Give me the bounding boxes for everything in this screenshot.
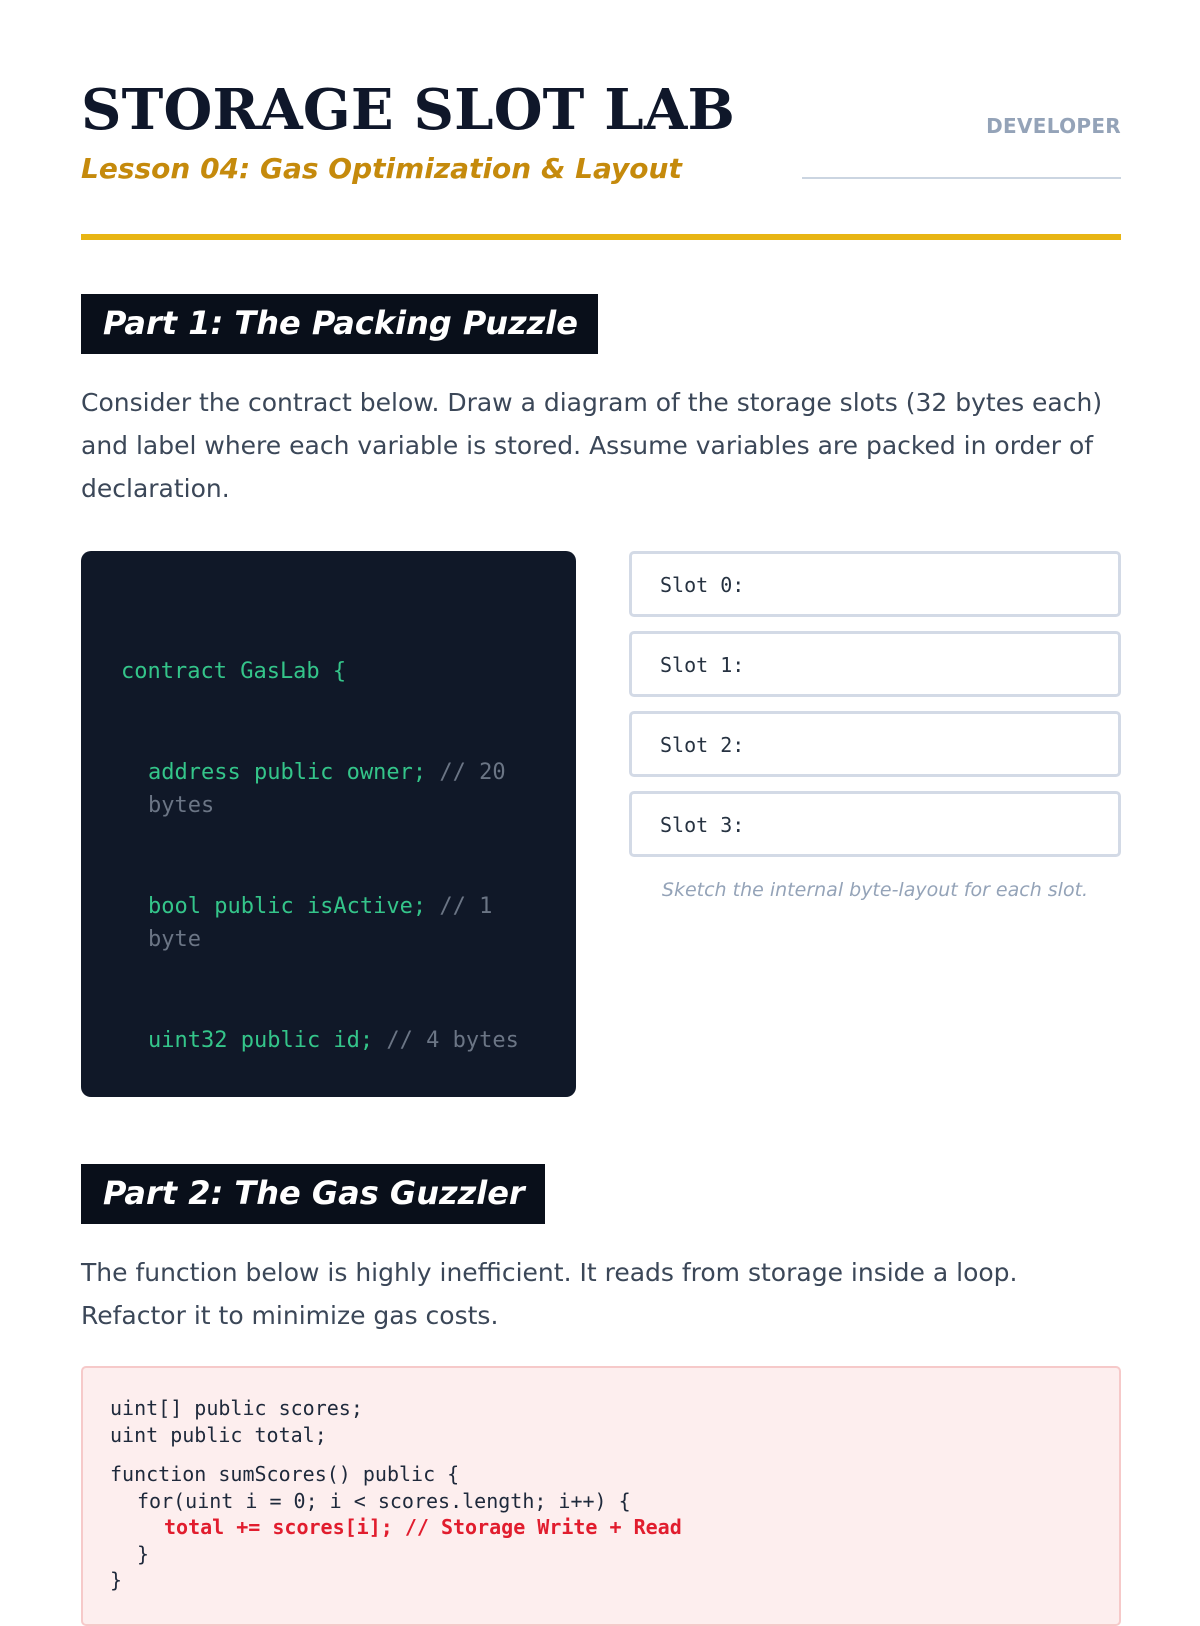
header-divider — [81, 234, 1121, 240]
slot-3-box[interactable] — [629, 791, 1121, 857]
code-line — [121, 890, 546, 957]
page-title: STORAGE SLOT LAB — [81, 77, 736, 143]
code-line: } — [137, 1541, 150, 1566]
code-line: uint public total; — [110, 1422, 327, 1447]
code-statement: uint32 public id; — [148, 1027, 374, 1053]
slot-hint: Sketch the internal byte-layout for each slot. — [661, 879, 1089, 901]
storage-slot-diagram — [629, 551, 1121, 901]
code-line-open: contract GasLab { — [121, 659, 347, 684]
developer-name-line — [802, 177, 1121, 179]
code-line: function sumScores() public { — [110, 1462, 460, 1486]
code-line: } — [110, 1568, 123, 1592]
code-statement: address public owner; — [148, 759, 427, 785]
code-comment: // 20 bytes — [148, 759, 519, 818]
part2-heading: Part 2: The Gas Guzzler — [81, 1164, 545, 1224]
inefficient-code-block — [81, 1366, 1121, 1626]
developer-label: DEVELOPER — [986, 114, 1121, 138]
code-line — [121, 1024, 546, 1058]
slot-1-box[interactable] — [629, 631, 1121, 697]
code-line: for(uint i = 0; i < scores.length; i++) { — [137, 1488, 631, 1513]
highlighted-storage-access-line: total += scores[i]; // Storage Write + Read — [164, 1515, 682, 1539]
code-line — [121, 756, 546, 823]
slot-0-box[interactable] — [629, 551, 1121, 617]
slot-label: Slot 2: — [660, 733, 745, 757]
part1-heading: Part 1: The Packing Puzzle — [81, 294, 598, 354]
part2-prompt: The function below is highly inefficient. It reads from storage inside a loop. Refactor it to minimize gas costs. — [81, 1258, 1018, 1330]
code-statement: bool public isActive; — [148, 893, 427, 919]
worksheet-page — [81, 0, 1121, 1592]
slot-label: Slot 3: — [660, 813, 745, 837]
slot-2-box[interactable] — [629, 711, 1121, 777]
slot-label: Slot 0: — [660, 573, 745, 597]
code-comment: // 4 bytes — [386, 1027, 519, 1053]
code-line: uint[] public scores; — [110, 1396, 363, 1420]
code-comment: // 1 byte — [148, 893, 506, 952]
contract-code-block — [81, 551, 576, 1097]
lesson-subtitle: Lesson 04: Gas Optimization & Layout — [81, 152, 682, 185]
slot-label: Slot 1: — [660, 653, 745, 677]
part1-prompt: Consider the contract below. Draw a diagram of the storage slots (32 bytes each) and label where each variable is stored. Assume variables are packed in order of declaration. — [81, 388, 1103, 503]
worksheet-header — [81, 0, 1121, 240]
